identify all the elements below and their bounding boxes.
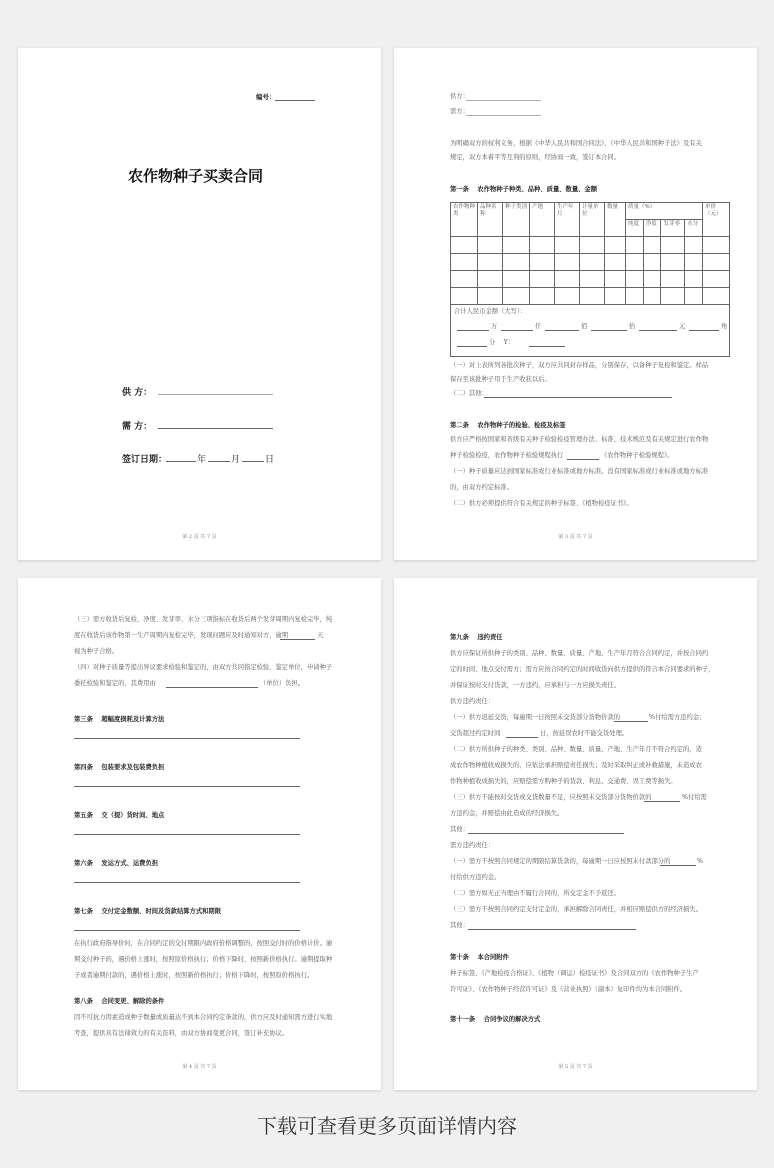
sum-bai-line	[545, 330, 579, 331]
sum-jiao: 角	[721, 323, 728, 330]
para-9-16: （二）需方如无正当理由不履行合同的，所交定金不予返还。	[450, 890, 621, 897]
header-unit: 计量单位	[580, 203, 605, 237]
para-b5: （二）供方必须提供符合有关规定的种子标签、《植物检疫证书》。	[450, 500, 633, 507]
para-9-5: （一）供方迟延交货，每逾期一日按照未交货部分货物价款的	[450, 714, 621, 721]
sum-qian: 仟	[535, 323, 542, 330]
article-9-heading: 第九条 违约责任	[450, 634, 503, 641]
article-2-heading: 第二条 农作物种子的检验、检疫及标签	[450, 422, 566, 429]
para-10-2: 许可证》、《农作物种子经营许可证》及《营业执照》（副本）复印件均为本合同附件。	[450, 986, 687, 993]
buyer-line	[158, 428, 273, 429]
para-8-2: 考查，提供具有法律效力的有关资料，由双方协商变更合同，签订补充协议。	[74, 1030, 289, 1037]
article-3-line	[74, 738, 300, 739]
article-5-heading: 第五条 交（提）货时间、地点	[74, 812, 165, 819]
header-seed-class: 种子类别	[503, 203, 530, 237]
sum-shi-line	[591, 330, 627, 331]
para-3-2b: 天	[317, 632, 324, 639]
sum-bai: 佰	[581, 323, 588, 330]
article-3-heading: 第三条 超幅度损耗及计算方法	[74, 716, 165, 723]
para-9-3: 并保证按时支付货款，一方违约，应承担与一方应损失责任。	[450, 682, 621, 689]
supplier-field-label: 供方：	[450, 93, 469, 100]
para-3-5b: （单位）负担。	[260, 680, 305, 687]
para-3-3: 视为种子合格。	[74, 648, 119, 655]
para-9-11: 方违约金，并赔偿由此造成的经济损失。	[450, 810, 564, 817]
month-line	[208, 461, 230, 462]
sign-date-label: 签订日期：	[122, 455, 168, 465]
para-3-5: 委托检验和鉴定的，其费用由	[74, 680, 156, 687]
document-page-articles9-11	[394, 578, 757, 1090]
para-7-3: 子或者逾期付款的，遇价格上涨时，按照新价格执行；价格下降时，按照原价格执行。	[74, 972, 314, 979]
page-footer: 第 2 页 共 7 页	[182, 534, 217, 540]
para-3-1: （三）需方收货后复检，净度、发芽率、水分三项指标在收货后两个发芽周期内复检完毕，纯	[74, 616, 333, 623]
sum-box	[450, 305, 730, 357]
other-line	[484, 397, 672, 398]
header-moisture: 水分	[685, 220, 703, 237]
article-7-line	[74, 930, 300, 931]
header-origin: 产地	[530, 203, 555, 237]
article-4-line	[74, 786, 300, 787]
sum-wan-line	[457, 330, 489, 331]
header-production-date: 生产年月	[555, 203, 580, 237]
para-9-10b: %付给需	[682, 794, 707, 801]
supplier-other-line	[468, 833, 624, 834]
buyer-other-line	[468, 929, 636, 930]
intro-line-2: 规定，双方本着平等互利的原则，经协商一致，签订本合同。	[450, 154, 621, 161]
sum-shi: 拾	[629, 323, 636, 330]
para-9-13: 需方违约责任：	[450, 842, 495, 849]
article-4-heading: 第四条 包装要求及包装费负担	[74, 764, 165, 771]
para-9-15: 付给供方违约金。	[450, 874, 501, 881]
sum-yuan: 元	[679, 323, 686, 330]
document-page-cover	[18, 48, 381, 560]
para-3-2: 度在收货后该作物第一生产周期内复检完毕，发现问题应及时通知对方，逾期	[74, 632, 289, 639]
article-8-heading: 第八条 合同变更、解除的条件	[74, 998, 165, 1005]
para-9-9: 作物种植收成损失的，应赔偿需方购种子的货款、利息、交通费、误工费等损失。	[450, 778, 677, 785]
para-b2b: 《农作物种子检验规程》。	[601, 452, 674, 459]
para-9-10: （三）供方不能按时交货或交货数量不足，应按照未交货部分货物价款的	[450, 794, 652, 801]
header-unit-price: 单价（元）	[703, 203, 730, 237]
para-9-12: 其他：	[450, 826, 469, 833]
sum-label: 合计人民币金额（大写）：	[454, 308, 527, 315]
header-crop-type: 农作物种类	[451, 203, 478, 237]
article-7-heading: 第七条 交付定金数额、时间及货款结算方式和期限	[74, 908, 222, 915]
table-row	[451, 271, 730, 288]
month-label: 月	[231, 455, 241, 465]
sum-fen-line	[457, 346, 487, 347]
header-cleanliness: 净度	[643, 220, 661, 237]
days-line	[280, 639, 315, 640]
article-1-heading: 第一条 农作物种子种类、品种、质量、数量、金额	[450, 186, 598, 193]
para-8-1: 因不可抗力因素造成种子数量或质量达不到本合同约定条款的，供方应及时通知需方进行实地	[74, 1014, 333, 1021]
para-9-1: 供方应保证所供种子的类别、品种、数量、质量、产地、生产年月符合合同约定，并按合同约	[450, 650, 709, 657]
sum-qian-line	[501, 330, 533, 331]
fee-payer-line	[166, 687, 258, 688]
day-label: 日	[265, 455, 275, 465]
header-variety: 品种名称	[478, 203, 503, 237]
header-purity: 纯度	[626, 220, 644, 237]
sum-y-line	[529, 346, 565, 347]
para-a1: （一）对上表所列各批次种子，双方应共同封存样品，分别保存，以备种子复检和鉴定。样品	[450, 362, 709, 369]
header-quantity: 数量	[605, 203, 626, 237]
para-10-1: 种子标签、《产地检疫合格证》、《植物（调运）检疫证书》及合同双方的《农作物种子生产	[450, 970, 699, 977]
article-6-line	[74, 882, 300, 883]
sum-jiao-line	[689, 330, 719, 331]
para-9-6: 交货超过约定时间	[450, 730, 501, 737]
day-line	[242, 461, 264, 462]
sum-wan: 万	[491, 323, 498, 330]
penalty-rate-line-2	[644, 801, 680, 802]
sum-fen-y: 分 Y：	[489, 339, 515, 346]
para-b2: 种子检验检疫，农作物种子检验规程执行	[450, 452, 564, 459]
table-row	[451, 237, 730, 254]
document-page-articles3-8	[18, 578, 381, 1090]
article-10-heading: 第十条 本合同附件	[450, 954, 509, 961]
para-9-8: 成农作物种植收成损失的，应依法承担赔偿责任损失；及时采取纠正或补救措施，未造成农	[450, 762, 702, 769]
article-6-heading: 第六条 发运方式、运费负担	[74, 860, 159, 867]
para-9-17: （三）需方不按照合同约定支付定金的，承担解除合同责任，并相应赔偿供方的经济损失。	[450, 906, 702, 913]
header-germination: 发芽率	[661, 220, 685, 237]
para-a2: 保存至该批种子用于生产收获以后。	[450, 376, 551, 383]
page-footer: 第 3 页 共 7 页	[558, 534, 593, 540]
penalty-rate-line-1	[614, 721, 648, 722]
para-9-18: 其他：	[450, 922, 469, 929]
para-7-1: 在执行政府指导价时，在合同约定的交付期限内政府价格调整的，按照交付时的价格计价。逾	[74, 940, 333, 947]
para-9-2: 定的时间、地点交付需方；需方应按合同约定的时间收货向供方提供的符合本合同要求的种子，	[450, 666, 715, 673]
buyer-field-label: 需方：	[450, 108, 469, 115]
year-label: 年	[197, 455, 207, 465]
para-b1: 供方应严格按国家和省级有关种子检验检疫管理办法、标准、技术规范及有关规定进行农作物	[450, 436, 709, 443]
supplier-line	[158, 394, 273, 395]
contract-number-label: 编号：	[256, 93, 276, 101]
seed-table	[450, 202, 730, 305]
article-11-heading: 第十一条 合同争议的解决方式	[450, 1016, 541, 1023]
para-a3: （二）其他：	[450, 390, 488, 397]
buyer-field-line	[466, 115, 541, 116]
para-9-7: （二）供方所供种子的种类、类别、品种、数量、质量、产地、生产年月不符合约定的，造	[450, 746, 702, 753]
article-5-line	[74, 834, 300, 835]
supplier-label: 供 方：	[122, 388, 153, 398]
table-row	[451, 288, 730, 305]
buyer-label: 需 方：	[122, 422, 153, 432]
document-title: 农作物种子买卖合同	[128, 167, 264, 185]
para-9-6b: 日，按延误农时不能交货处理。	[540, 730, 629, 737]
overdue-days-line	[506, 737, 538, 738]
intro-line-1: 为明确双方的权利义务，根据《中华人民共和国合同法》、《中华人民共和国种子法》及有关	[450, 140, 702, 147]
download-more-caption: 下载可查看更多页面详情内容	[257, 1114, 517, 1138]
para-9-14b: %	[697, 858, 703, 865]
standard-line	[567, 459, 599, 460]
para-9-5b: %付给需方违约金；	[649, 714, 706, 721]
para-3-4: （四）对种子质量等提出异议要求检验和鉴定的，由双方共同指定检验、鉴定单位，申请种子	[74, 664, 333, 671]
contract-number-line	[275, 100, 315, 101]
page-footer: 第 4 页 共 7 页	[182, 1064, 217, 1070]
para-9-14: （一）需方不按照合同规定的期限结算货款的，每逾期一日应按照未付款部分的	[450, 858, 671, 865]
para-7-2: 期交付种子的，遇价格上涨时，按照原价格执行；价格下降时，按照新价格执行。逾期提取种	[74, 956, 333, 963]
page-footer: 第 5 页 共 7 页	[558, 1064, 593, 1070]
header-quality: 质量（%）	[626, 203, 703, 220]
para-9-4: 供方违约责任：	[450, 698, 495, 705]
year-line	[166, 461, 196, 462]
para-b3: （一）种子质量应达到国家标准或行业标准或地方标准。没有国家标准或行业标准或地方标准	[450, 468, 709, 475]
supplier-field-line	[466, 100, 541, 101]
table-row	[451, 254, 730, 271]
penalty-rate-line-3	[660, 865, 696, 866]
para-b4: 的，由双方约定标准。	[450, 484, 513, 491]
sum-yuan-line	[639, 330, 677, 331]
document-page-article1	[394, 48, 757, 560]
